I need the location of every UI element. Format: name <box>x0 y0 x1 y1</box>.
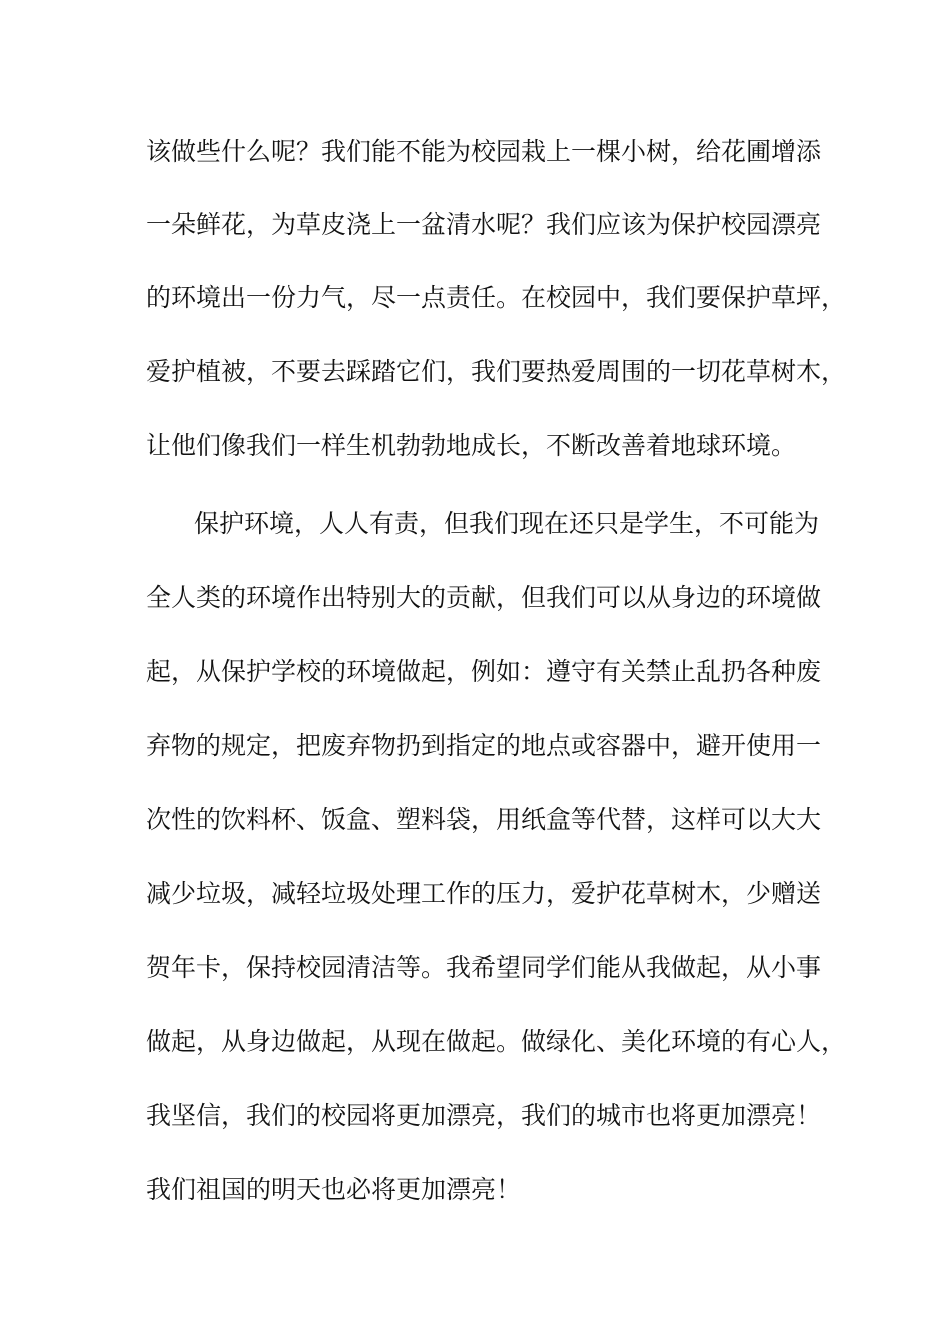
text-line: 让他们像我们一样生机勃勃地成长，不断改善着地球环境。 <box>146 431 797 460</box>
text-line: 起，从保护学校的环境做起，例如：遵守有关禁止乱扔各种废 <box>146 657 822 686</box>
text-line: 一朵鲜花，为草皮浇上一盆清水呢？我们应该为保护校园漂亮 <box>146 210 822 239</box>
text-line: 做起，从身边做起，从现在做起。做绿化、美化环境的有心人， <box>146 1027 847 1056</box>
text-line: 减少垃圾，减轻垃圾处理工作的压力，爱护花草树木，少赠送 <box>146 879 822 908</box>
text-line: 爱护植被，不要去踩踏它们，我们要热爱周围的一切花草树木， <box>146 357 847 386</box>
text-line: 全人类的环境作出特别大的贡献，但我们可以从身边的环境做 <box>146 583 822 612</box>
text-line: 我们祖国的明天也必将更加漂亮！ <box>146 1175 522 1204</box>
text-line: 该做些什么呢？我们能不能为校园栽上一棵小树，给花圃增添 <box>146 137 822 166</box>
text-line: 的环境出一份力气，尽一点责任。在校园中，我们要保护草坪， <box>146 283 847 312</box>
paragraph-first-line: 保护环境，人人有责，但我们现在还只是学生，不可能为 <box>194 509 820 538</box>
text-line: 我坚信，我们的校园将更加漂亮，我们的城市也将更加漂亮！ <box>146 1101 822 1130</box>
text-line: 弃物的规定，把废弃物扔到指定的地点或容器中，避开使用一 <box>146 731 822 760</box>
text-line: 贺年卡，保持校园清洁等。我希望同学们能从我做起，从小事 <box>146 953 822 982</box>
text-line: 次性的饮料杯、饭盒、塑料袋，用纸盒等代替，这样可以大大 <box>146 805 822 834</box>
